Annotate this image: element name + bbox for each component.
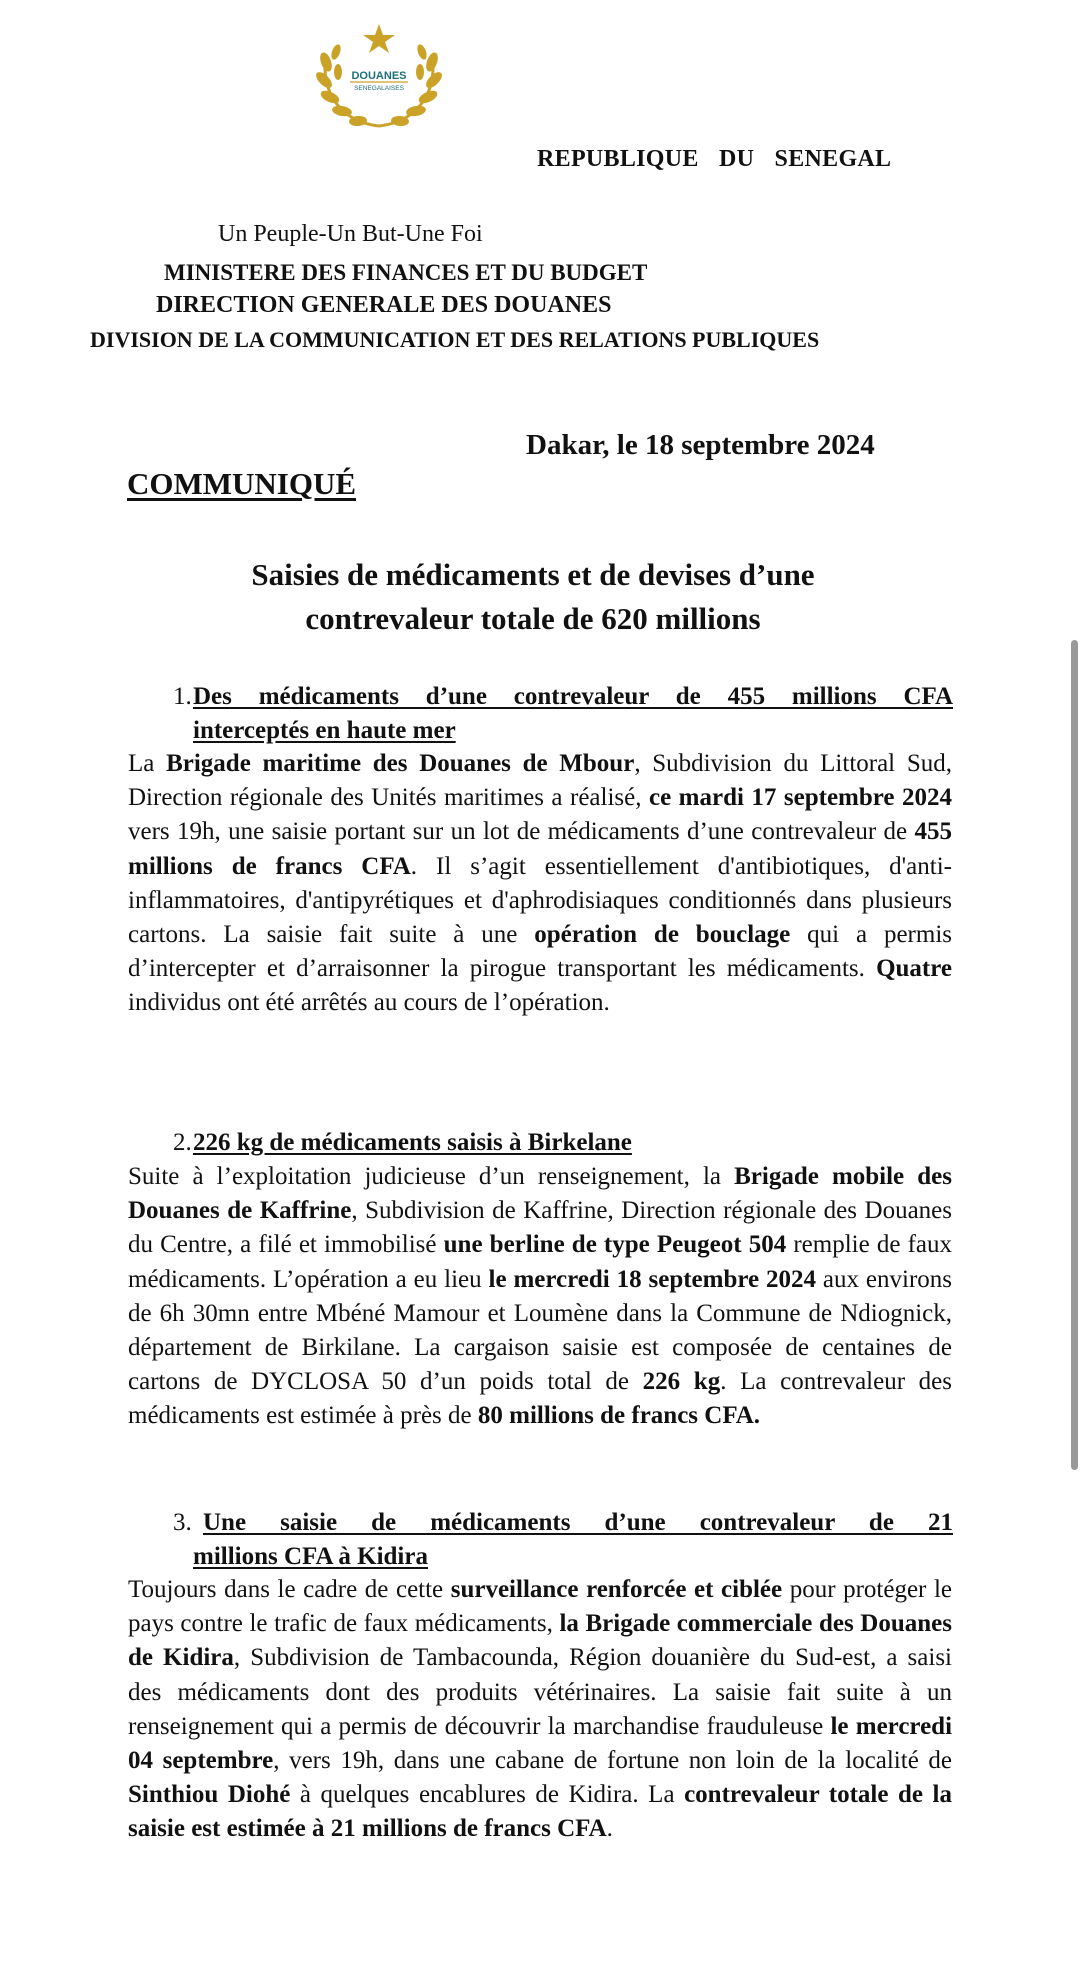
emphasis-text: opération de bouclage bbox=[534, 921, 791, 949]
body-text: qui a permis d’intercepter et d’arraisonner la pirogue transportant les médicaments. bbox=[128, 921, 953, 983]
logo-line1: DOUANES bbox=[351, 70, 407, 82]
body-text: pour protéger le pays contre le trafic de faux médicaments, bbox=[128, 1576, 952, 1638]
vertical-scrollbar[interactable] bbox=[1071, 640, 1078, 1470]
document-title bbox=[128, 553, 938, 641]
body-text: remplie de faux médicaments. L’opération a eu lieu bbox=[128, 1231, 952, 1293]
item-1-number: 1. bbox=[173, 683, 192, 710]
logo-line2: SENEGALAISES bbox=[354, 85, 404, 92]
national-motto: Un Peuple-Un But-Une Foi bbox=[218, 221, 483, 247]
body-text: individus ont été arrêtés au cours de l’opération. bbox=[128, 989, 610, 1017]
item-2-heading bbox=[193, 1126, 632, 1160]
emphasis-text: 226 kg bbox=[642, 1368, 721, 1396]
body-text: vers 19h, une saisie portant sur un lot de médicaments d’une contrevaleur de bbox=[128, 818, 915, 846]
emphasis-text: 455 millions de francs CFA bbox=[128, 818, 952, 880]
item-3-body bbox=[128, 1573, 952, 1847]
body-text: , Subdivision du Littoral Sud, Direction régionale des Unités maritimes a réalisé, bbox=[128, 750, 952, 812]
item-3-number: 3. bbox=[173, 1509, 192, 1536]
document-type-heading: COMMUNIQUÉ bbox=[127, 466, 357, 501]
ministry-heading: MINISTERE DES FINANCES ET DU BUDGET bbox=[164, 260, 648, 285]
title-line-1: Saisies de médicaments et de devises d’une bbox=[251, 557, 815, 592]
body-text: Toujours dans le cadre de cette bbox=[128, 1576, 451, 1603]
body-text: . Il s’agit essentiellement d'antibiotiques, d'anti-inflammatoires, d'antipyrétiques et d'aphrodisiaques conditionnés dans plusieurs cartons. La saisie fait suite à une bbox=[128, 852, 952, 949]
emphasis-text: la Brigade commerciale des Douanes de Kidira bbox=[128, 1610, 952, 1672]
item-2-body bbox=[128, 1160, 952, 1434]
emphasis-text: Brigade maritime des Douanes de Mbour bbox=[166, 750, 635, 777]
item-2-number: 2. bbox=[173, 1129, 192, 1156]
emphasis-text: ce mardi 17 septembre 2024 bbox=[648, 784, 952, 812]
body-text: , vers 19h, dans une cabane de fortune non loin de la localité de bbox=[273, 1747, 952, 1775]
emphasis-text: surveillance renforcée et ciblée bbox=[450, 1576, 783, 1603]
emphasis-text: 80 millions de francs CFA. bbox=[477, 1402, 761, 1430]
body-text: . La contrevaleur des médicaments est estimée à près de bbox=[128, 1368, 952, 1430]
douanes-senegalaises-logo bbox=[312, 22, 446, 134]
emphasis-text: contrevaleur totale de la saisie est estimée à 21 millions de francs CFA bbox=[128, 1781, 952, 1843]
star-icon bbox=[363, 24, 395, 53]
emphasis-text: Sinthiou Diohé bbox=[128, 1781, 291, 1809]
title-line-2: contrevaleur totale de 620 millions bbox=[305, 601, 761, 636]
body-text: à quelques encablures de Kidira. La bbox=[290, 1781, 685, 1809]
item-1-body bbox=[128, 747, 952, 1021]
item-3-heading-cont bbox=[193, 1540, 428, 1574]
item-1-heading-line-2: interceptés en haute mer bbox=[193, 717, 456, 744]
document-date: Dakar, le 18 septembre 2024 bbox=[526, 429, 875, 461]
emphasis-text: une berline de type Peugeot 504 bbox=[443, 1231, 787, 1259]
item-1-heading-cont bbox=[193, 714, 456, 748]
division-heading: DIVISION DE LA COMMUNICATION ET DES RELATIONS PUBLIQUES bbox=[90, 327, 820, 352]
body-text: Suite à l’exploitation judicieuse d’un renseignement, la bbox=[128, 1163, 735, 1190]
item-1-heading-line-1: Des médicaments d’une contrevaleur de 455 millions CFA bbox=[193, 683, 953, 710]
body-text: . bbox=[606, 1815, 613, 1843]
body-text: aux environs de 6h 30mn entre Mbéné Mamour et Loumène dans la Commune de Ndiognick, département de Birkilane. La cargaison saisie est composée de centaines de cartons de DYCLOSA 50 d’un poids total de bbox=[128, 1265, 952, 1396]
republic-heading: REPUBLIQUE DU SENEGAL bbox=[537, 146, 892, 172]
body-text: , Subdivision de Kaffrine, Direction régionale des Douanes du Centre, a filé et immobilisé bbox=[128, 1197, 953, 1259]
item-2-heading-line-1: 226 kg de médicaments saisis à Birkelane bbox=[193, 1129, 632, 1156]
emphasis-text: le mercredi 04 septembre bbox=[128, 1712, 953, 1775]
item-1-heading bbox=[193, 680, 953, 714]
item-3-heading-line-2: millions CFA à Kidira bbox=[193, 1543, 428, 1570]
emphasis-text: Brigade mobile des Douanes de Kaffrine bbox=[128, 1163, 952, 1225]
item-3-heading-line-1: Une saisie de médicaments d’une contrevaleur de 21 bbox=[203, 1509, 953, 1536]
item-3-heading bbox=[203, 1506, 953, 1540]
emphasis-text: le mercredi 18 septembre 2024 bbox=[488, 1265, 817, 1293]
body-text: La bbox=[128, 750, 167, 777]
emphasis-text: Quatre bbox=[876, 955, 952, 983]
body-text: , Subdivision de Tambacounda, Région douanière du Sud-est, a saisi des médicaments dont des produits vétérinaires. La saisie fait suite à un renseignement qui a permis de découvrir la marchandise frauduleuse bbox=[128, 1644, 952, 1740]
directorate-heading: DIRECTION GENERALE DES DOUANES bbox=[156, 292, 612, 318]
